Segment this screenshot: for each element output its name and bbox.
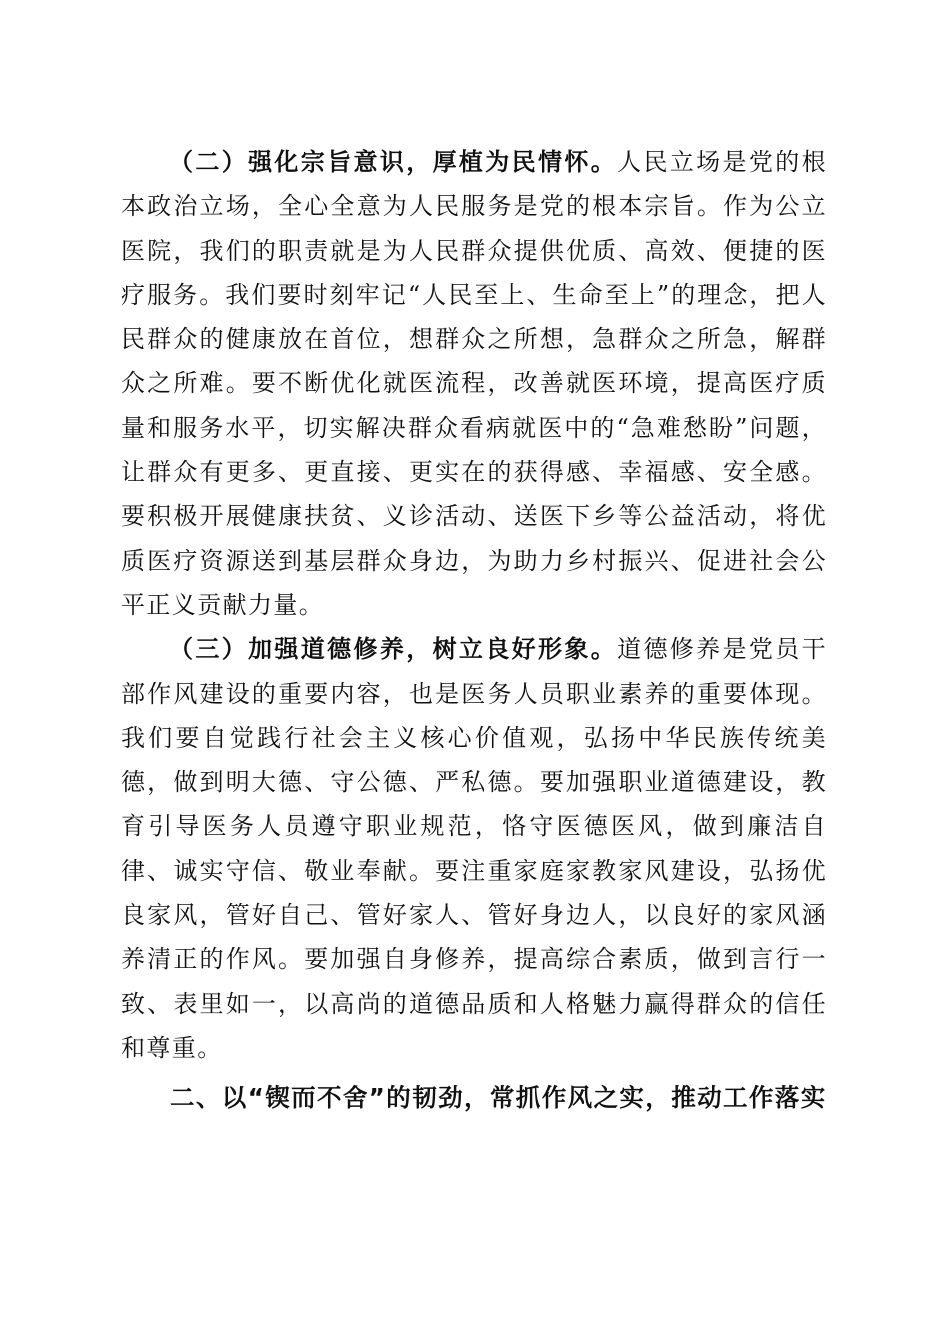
paragraph-2-lead: （二）强化宗旨意识，厚植为民情怀。 [169,147,618,176]
paragraph-3-lead: （三）加强道德修养，树立良好形象。 [169,634,618,664]
document-page [121,140,827,1121]
paragraph-2-body: 人民立场是党的根本政治立场，全心全意为人民服务是党的根本宗旨。作为公立医院，我们的职责就是为人民群众提供优质、高效、便捷的医疗服务。我们要时刻牢记“人民至上、生命至上”的理念，把人民群众的健康放在首位，想群众之所想，急群众之所急，解群众之所难。要不断优化就医流程，改善就医环境，提高医疗质量和服务水平，切实解决群众看病就医中的“急难愁盼”问题，让群众有更多、更直接、更实在的获得感、幸福感、安全感。要积极开展健康扶贫、义诊活动、送医下乡等公益活动，将优质医疗资源送到基层群众身边，为助力乡村振兴、促进社会公平正义贡献力量。 [121,148,827,619]
section-heading: 二、以“锲而不舍”的韧劲，常抓作风之实，推动工作落实 [170,1083,827,1113]
paragraph-2 [121,140,827,627]
paragraph-3-body: 道德修养是党员干部作风建设的重要内容，也是医务人员职业素养的重要体现。我们要自觉践行社会主义核心价值观，弘扬中华民族传统美德，做到明大德、守公德、严私德。要加强职业道德建设，教育引导医务人员遵守职业规范，恪守医德医风，做到廉洁自律、诚实守信、敬业奉献。要注重家庭家教家风建设，弘扬优良家风，管好自己、管好家人、管好身边人，以良好的家风涵养清正的作风。要加强自身修养，提高综合素质，做到言行一致、表里如一，以高尚的道德品质和人格魅力赢得群众的信任和尊重。 [121,635,827,1062]
paragraph-3 [121,627,827,1070]
